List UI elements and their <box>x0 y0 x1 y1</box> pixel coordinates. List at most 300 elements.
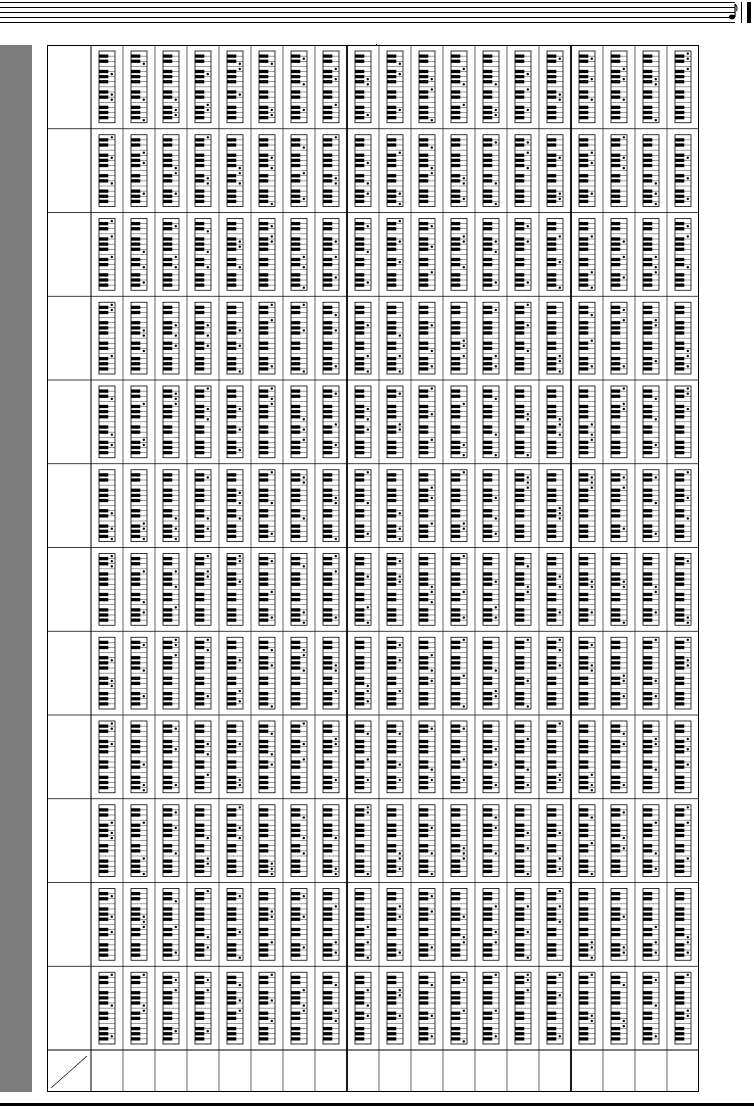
chord-marker <box>271 873 273 875</box>
black-key <box>451 781 460 784</box>
chord-marker <box>207 408 209 410</box>
black-key <box>579 273 588 276</box>
keyboard-diagram <box>419 302 435 374</box>
black-key <box>579 347 588 350</box>
black-key <box>323 389 332 392</box>
black-key <box>259 441 268 444</box>
black-key <box>675 613 684 616</box>
chord-marker <box>527 281 529 283</box>
black-key <box>355 730 364 733</box>
black-key <box>163 489 172 492</box>
chord-marker <box>303 266 305 268</box>
black-key <box>195 724 204 727</box>
chord-marker <box>239 827 241 829</box>
black-key <box>515 263 524 266</box>
keyboard-diagram <box>483 470 499 542</box>
black-key <box>131 367 140 370</box>
black-key <box>323 562 332 565</box>
keyboard-diagram <box>355 135 371 207</box>
black-key <box>131 80 140 83</box>
black-key <box>163 849 172 852</box>
chord-marker <box>143 334 145 336</box>
black-key <box>611 577 620 580</box>
black-key <box>323 321 332 324</box>
black-key <box>259 222 268 225</box>
black-key <box>323 159 332 162</box>
chord-marker <box>463 240 465 242</box>
black-key <box>291 357 300 360</box>
black-key <box>163 593 172 596</box>
black-key <box>99 760 108 763</box>
chord-marker <box>591 580 593 582</box>
black-key <box>643 195 652 198</box>
chord-marker <box>335 136 337 138</box>
black-key <box>515 776 524 779</box>
chord-marker <box>591 423 593 425</box>
chord-marker <box>271 403 273 405</box>
black-key <box>675 760 684 763</box>
black-key <box>99 441 108 444</box>
black-key <box>451 478 460 481</box>
black-key <box>99 116 108 119</box>
black-key <box>675 583 684 586</box>
black-key <box>323 641 332 644</box>
black-key <box>259 95 268 98</box>
black-key <box>515 499 524 502</box>
black-key <box>131 106 140 109</box>
black-key <box>291 473 300 476</box>
black-key <box>195 577 204 580</box>
keyboard-diagram <box>451 219 467 291</box>
black-key <box>547 258 556 261</box>
black-key <box>419 410 428 413</box>
keyboard-diagram <box>291 302 307 374</box>
black-key <box>163 95 172 98</box>
black-key <box>195 95 204 98</box>
black-key <box>227 395 236 398</box>
chord-marker <box>591 151 593 153</box>
chord-marker <box>431 245 433 247</box>
keyboard-diagram <box>611 470 627 542</box>
black-key <box>131 489 140 492</box>
chord-marker <box>527 240 529 242</box>
black-key <box>259 557 268 560</box>
black-key <box>355 451 364 454</box>
chord-marker <box>463 182 465 184</box>
black-key <box>291 451 300 454</box>
chord-marker <box>367 370 369 372</box>
black-key <box>259 154 268 157</box>
black-key <box>483 730 492 733</box>
chord-marker <box>367 621 369 623</box>
black-key <box>323 557 332 560</box>
black-key <box>227 808 236 811</box>
black-key <box>547 494 556 497</box>
black-key <box>515 666 524 669</box>
black-key <box>355 656 364 659</box>
chord-marker <box>655 695 657 697</box>
black-key <box>227 730 236 733</box>
black-key <box>227 608 236 611</box>
black-key <box>611 613 620 616</box>
keyboard-diagram <box>227 219 243 291</box>
chord-marker <box>303 621 305 623</box>
black-key <box>163 441 172 444</box>
black-key <box>227 760 236 763</box>
chord-marker <box>463 616 465 618</box>
black-key <box>387 347 396 350</box>
black-key <box>611 441 620 444</box>
black-key <box>323 405 332 408</box>
black-key <box>291 572 300 575</box>
black-key <box>483 499 492 502</box>
black-key <box>611 750 620 753</box>
black-key <box>323 60 332 63</box>
keyboard-diagram <box>259 302 275 374</box>
black-key <box>579 524 588 527</box>
black-key <box>387 646 396 649</box>
black-key <box>451 75 460 78</box>
chord-marker <box>559 517 561 519</box>
chord-marker <box>303 172 305 174</box>
black-key <box>387 54 396 57</box>
black-key <box>131 415 140 418</box>
black-key <box>259 70 268 73</box>
black-key <box>131 159 140 162</box>
chord-marker <box>655 680 657 682</box>
keyboard-diagram <box>291 805 307 877</box>
black-key <box>163 111 172 114</box>
black-key <box>163 395 172 398</box>
black-key <box>675 535 684 538</box>
black-key <box>291 138 300 141</box>
black-key <box>387 593 396 596</box>
black-key <box>611 405 620 408</box>
black-key <box>163 331 172 334</box>
chord-marker <box>143 192 145 194</box>
black-key <box>99 489 108 492</box>
chord-marker <box>687 177 689 179</box>
black-key <box>611 164 620 167</box>
black-key <box>323 740 332 743</box>
black-key <box>355 60 364 63</box>
chord-marker <box>111 398 113 400</box>
chord-marker <box>175 586 177 588</box>
black-key <box>579 514 588 517</box>
black-key <box>643 263 652 266</box>
black-key <box>355 499 364 502</box>
black-key <box>291 697 300 700</box>
black-key <box>675 724 684 727</box>
chord-marker <box>559 611 561 613</box>
black-key <box>195 859 204 862</box>
black-key <box>355 154 364 157</box>
black-key <box>99 530 108 533</box>
keyboard-diagram <box>675 302 691 374</box>
keyboard-diagram <box>323 219 339 291</box>
black-key <box>579 222 588 225</box>
black-key <box>419 489 428 492</box>
chord-marker <box>303 439 305 441</box>
black-key <box>419 258 428 261</box>
black-key <box>163 326 172 329</box>
black-key <box>195 179 204 182</box>
black-key <box>195 692 204 695</box>
black-key <box>99 326 108 329</box>
black-key <box>483 618 492 621</box>
black-key <box>99 697 108 700</box>
black-key <box>99 562 108 565</box>
black-key <box>483 200 492 203</box>
black-key <box>227 90 236 93</box>
black-key <box>579 90 588 93</box>
black-key <box>387 745 396 748</box>
black-key <box>99 478 108 481</box>
keyboard-diagram <box>227 554 243 626</box>
black-key <box>99 666 108 669</box>
black-key <box>387 724 396 727</box>
chord-marker <box>335 497 337 499</box>
black-key <box>227 724 236 727</box>
black-key <box>451 154 460 157</box>
keyboard-diagram <box>99 470 115 542</box>
black-key <box>227 765 236 768</box>
black-key <box>451 530 460 533</box>
black-key <box>163 415 172 418</box>
black-key <box>291 389 300 392</box>
black-key <box>675 641 684 644</box>
black-key <box>451 765 460 768</box>
keyboard-diagram <box>323 637 339 709</box>
black-key <box>163 765 172 768</box>
chord-marker <box>271 868 273 870</box>
black-key <box>451 60 460 63</box>
chord-marker <box>527 109 529 111</box>
black-key <box>355 389 364 392</box>
black-key <box>611 724 620 727</box>
black-key <box>451 702 460 705</box>
keyboard-diagram <box>195 135 211 207</box>
black-key <box>579 760 588 763</box>
keyboard-diagram <box>547 219 563 291</box>
chord-marker <box>399 560 401 562</box>
black-key <box>547 410 556 413</box>
black-key <box>195 60 204 63</box>
black-key <box>515 189 524 192</box>
black-key <box>611 745 620 748</box>
chord-marker <box>111 527 113 529</box>
keyboard-diagram <box>163 135 179 207</box>
chord-marker <box>687 235 689 237</box>
black-key <box>323 273 332 276</box>
keyboard-diagram <box>195 386 211 458</box>
chord-marker <box>303 481 305 483</box>
black-key <box>483 451 492 454</box>
black-key <box>323 54 332 57</box>
black-key <box>419 283 428 286</box>
keyboard-diagram <box>131 805 147 877</box>
black-key <box>515 106 524 109</box>
chord-marker <box>207 251 209 253</box>
black-key <box>195 697 204 700</box>
chord-marker <box>591 192 593 194</box>
black-key <box>99 865 108 868</box>
black-key <box>163 258 172 261</box>
black-key <box>163 200 172 203</box>
black-key <box>451 90 460 93</box>
chord-marker <box>463 674 465 676</box>
chord-marker <box>175 172 177 174</box>
black-key <box>451 451 460 454</box>
chord-marker <box>239 560 241 562</box>
chord-marker <box>367 78 369 80</box>
black-key <box>451 489 460 492</box>
black-key <box>515 389 524 392</box>
black-key <box>611 494 620 497</box>
black-key <box>323 745 332 748</box>
chord-marker <box>495 433 497 435</box>
black-key <box>419 116 428 119</box>
black-key <box>323 306 332 309</box>
black-key <box>579 562 588 565</box>
black-key <box>291 248 300 251</box>
chord-marker <box>687 408 689 410</box>
chord-marker <box>367 192 369 194</box>
black-key <box>131 844 140 847</box>
keyboard-diagram <box>195 805 211 877</box>
black-key <box>259 661 268 664</box>
black-key <box>611 306 620 309</box>
chord-marker <box>431 365 433 367</box>
black-key <box>291 760 300 763</box>
chord-marker <box>399 644 401 646</box>
black-key <box>547 80 556 83</box>
chord-marker <box>111 659 113 661</box>
chord-marker <box>591 339 593 341</box>
chord-marker <box>623 319 625 321</box>
black-key <box>163 557 172 560</box>
black-key <box>451 95 460 98</box>
black-key <box>259 646 268 649</box>
black-key <box>195 656 204 659</box>
black-key <box>515 425 524 428</box>
black-key <box>99 70 108 73</box>
black-key <box>291 557 300 560</box>
black-key <box>419 342 428 345</box>
black-key <box>163 598 172 601</box>
black-key <box>291 342 300 345</box>
black-key <box>99 661 108 664</box>
black-key <box>547 331 556 334</box>
black-key <box>99 222 108 225</box>
chord-marker <box>431 119 433 121</box>
black-key <box>291 613 300 616</box>
chord-marker <box>175 606 177 608</box>
black-key <box>355 646 364 649</box>
keyboard-diagram <box>611 637 627 709</box>
chord-marker <box>335 276 337 278</box>
chord-marker <box>207 837 209 839</box>
black-key <box>579 697 588 700</box>
black-key <box>387 227 396 230</box>
black-key <box>387 263 396 266</box>
black-key <box>515 326 524 329</box>
black-key <box>419 776 428 779</box>
black-key <box>259 562 268 565</box>
black-key <box>611 143 620 146</box>
black-key <box>483 682 492 685</box>
black-key <box>99 509 108 512</box>
chord-marker <box>239 93 241 95</box>
chord-marker <box>239 345 241 347</box>
black-key <box>291 608 300 611</box>
black-key <box>419 405 428 408</box>
black-key <box>451 283 460 286</box>
black-key <box>291 583 300 586</box>
black-key <box>323 535 332 538</box>
chord-marker <box>623 486 625 488</box>
black-key <box>259 745 268 748</box>
chord-marker <box>527 225 529 227</box>
chord-marker <box>175 334 177 336</box>
chord-marker <box>175 114 177 116</box>
black-key <box>99 60 108 63</box>
black-key <box>195 200 204 203</box>
black-key <box>227 362 236 365</box>
black-key <box>387 222 396 225</box>
keyboard-diagram <box>547 135 563 207</box>
black-key <box>259 834 268 837</box>
chord-marker <box>431 680 433 682</box>
black-key <box>355 509 364 512</box>
black-key <box>387 395 396 398</box>
black-key <box>163 745 172 748</box>
black-key <box>515 598 524 601</box>
black-key <box>387 106 396 109</box>
keyboard-diagram <box>451 302 467 374</box>
chord-marker <box>527 454 529 456</box>
black-key <box>291 159 300 162</box>
black-key <box>291 242 300 245</box>
black-key <box>675 154 684 157</box>
black-key <box>515 222 524 225</box>
chord-marker <box>335 314 337 316</box>
black-key <box>227 562 236 565</box>
black-key <box>163 776 172 779</box>
chord-marker <box>431 727 433 729</box>
black-key <box>99 362 108 365</box>
black-key <box>643 283 652 286</box>
black-key <box>483 557 492 560</box>
black-key <box>643 446 652 449</box>
chord-marker <box>495 533 497 535</box>
black-key <box>611 524 620 527</box>
black-key <box>163 524 172 527</box>
chord-marker <box>207 555 209 557</box>
chord-marker <box>239 779 241 781</box>
chord-marker <box>207 387 209 389</box>
black-key <box>99 730 108 733</box>
black-key <box>483 311 492 314</box>
chord-marker <box>687 664 689 666</box>
black-key <box>547 577 556 580</box>
black-key <box>131 524 140 527</box>
black-key <box>355 530 364 533</box>
black-key <box>675 702 684 705</box>
black-key <box>579 786 588 789</box>
black-key <box>483 494 492 497</box>
chord-marker <box>143 403 145 405</box>
